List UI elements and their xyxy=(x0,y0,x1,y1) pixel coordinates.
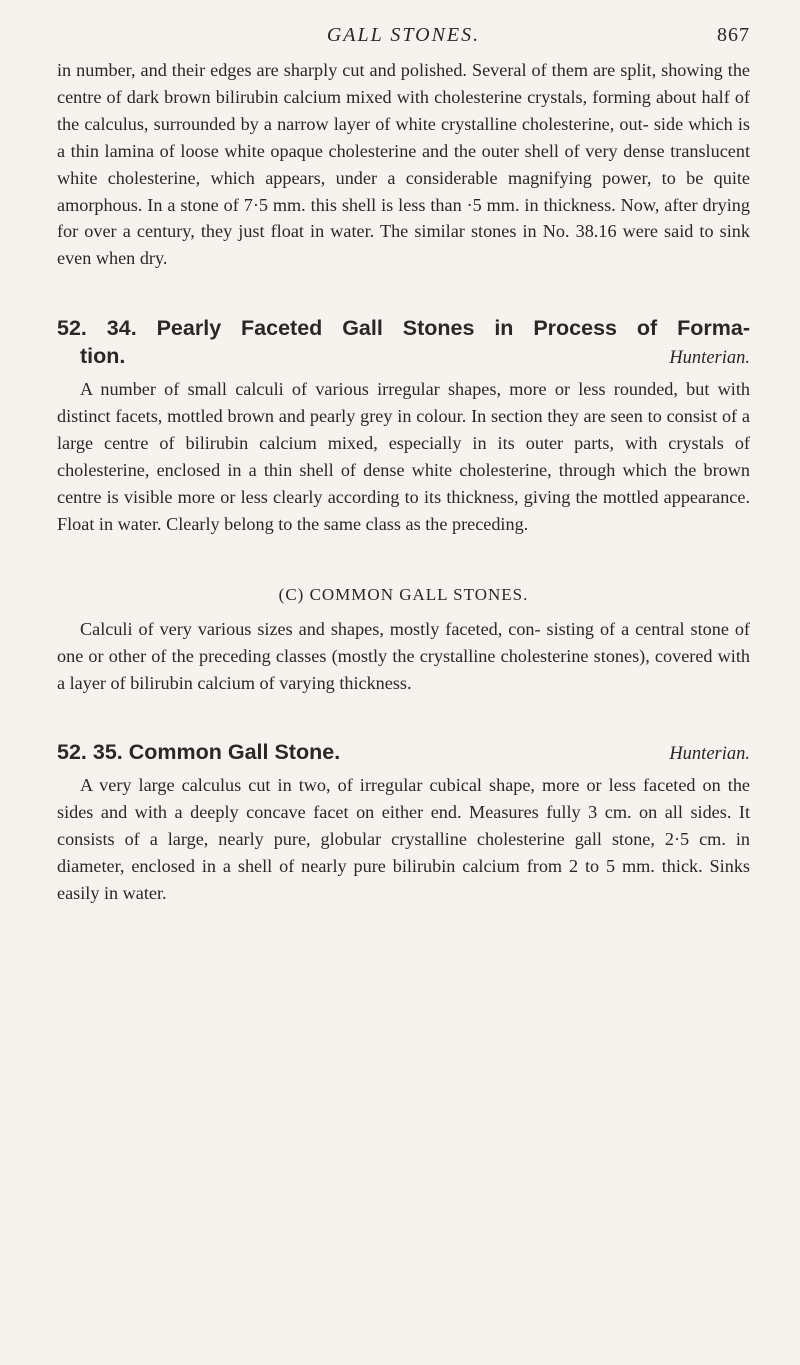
entry-description-block xyxy=(57,376,750,537)
running-head-title: GALL STONES. xyxy=(326,24,481,46)
section-description: Calculi of very various sizes and shapes, mostly faceted, con- sisting of a central stone of one or other of the preceding classes (mostly the crystalline cholesterine stones), covered with a layer of bilirubin calcium of varying thickness. xyxy=(57,618,750,693)
entry-heading xyxy=(57,314,750,342)
section-description-block xyxy=(57,616,750,697)
entry-heading xyxy=(57,738,750,768)
collection-label: Hunterian. xyxy=(669,348,750,369)
catalogue-entry-52-34 xyxy=(57,314,750,537)
entry-description-block xyxy=(57,772,750,907)
continuation-paragraph: in number, and their edges are sharply cut and polished. Several of them are split, showing the centre of dark brown bilirubin calcium mixed with cholesterine crystals, forming about half of the calculus, surrounded by a narrow layer of white crystalline cholesterine, out- side which is a thin lamina of loose white opaque cholesterine and the outer shell of very dense translucent white cholesterine, which appears, under a considerable magnifying power, to be quite amorphous. In a stone of 7·5 mm. this shell is less than ·5 mm. in thickness. Now, after drying for over a century, they just float in water. The similar stones in No. 38.16 were said to sink even when dry. xyxy=(57,60,750,269)
catalogue-entry-52-35 xyxy=(57,738,750,907)
section-heading: (C) COMMON GALL STONES. xyxy=(278,584,529,604)
running-head xyxy=(57,18,750,52)
page-number: 867 xyxy=(717,24,750,46)
entry-title-line1: Pearly Faceted Gall Stones in Process of Forma- xyxy=(156,316,750,341)
continuation-text xyxy=(57,57,750,272)
collection-label: Hunterian. xyxy=(669,744,750,765)
entry-description: A very large calculus cut in two, of irregular cubical shape, more or less faceted on the sides and with a deeply concave facet on either end. Measures fully 3 cm. on all sides. It consists of a large, nearly pure, globular crystalline cholesterine gall stone, 2·5 cm. in diameter, enclosed in a shell of nearly pure bilirubin calcium from 2 to 5 mm. thick. Sinks easily in water. xyxy=(57,775,750,904)
entry-description: A number of small calculi of various irregular shapes, more or less rounded, but with distinct facets, mottled brown and pearly grey in colour. In section they are seen to consist of a large centre of bilirubin calcium mixed, especially in its outer parts, with crystals of cholesterine, enclosed in a thin shell of dense white cholesterine, through which the brown centre is visible more or less clearly according to its thickness, giving the mottled appearance. Float in water. Clearly belong to the same class as the preceding. xyxy=(57,379,750,534)
entry-title: Common Gall Stone. xyxy=(128,740,341,765)
entry-number: 52. 35. xyxy=(57,740,123,765)
entry-heading-continued xyxy=(57,342,750,372)
entry-title-line2: tion. xyxy=(80,344,126,369)
entry-number: 52. 34. xyxy=(57,316,137,341)
